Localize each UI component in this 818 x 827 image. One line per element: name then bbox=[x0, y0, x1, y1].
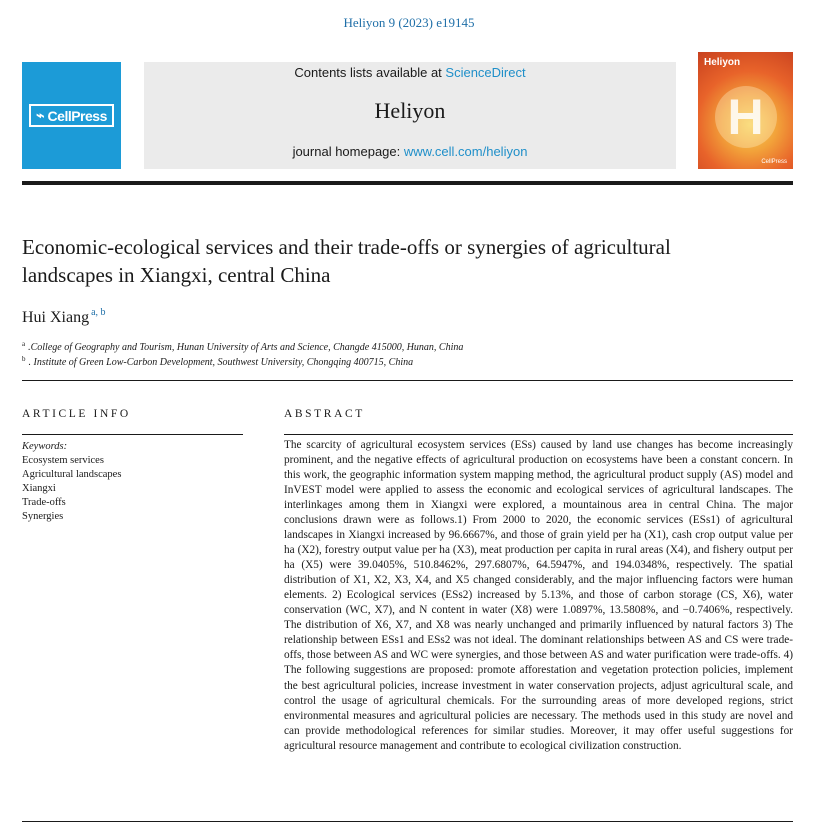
affiliation-b-text: . Institute of Green Low-Carbon Development, Southwest University, Chongqing 400715, China bbox=[28, 357, 414, 368]
keyword-item: Xiangxi bbox=[22, 483, 56, 494]
author-line bbox=[22, 307, 106, 327]
contents-prefix: Contents lists available at bbox=[294, 65, 446, 80]
keywords-label: Keywords: bbox=[22, 441, 68, 452]
abstract-heading: ABSTRACT bbox=[284, 408, 365, 420]
article-info-heading: ARTICLE INFO bbox=[22, 408, 131, 420]
citation-line[interactable]: Heliyon 9 (2023) e19145 bbox=[343, 15, 475, 30]
affiliation-b-mark: b bbox=[22, 355, 26, 363]
contents-line bbox=[144, 65, 676, 80]
cover-imprint: CellPress bbox=[761, 159, 787, 165]
homepage-link[interactable]: www.cell.com/heliyon bbox=[403, 144, 528, 159]
keyword-item: Trade-offs bbox=[22, 497, 66, 508]
cover-letter: H bbox=[727, 89, 764, 145]
journal-cover-image[interactable] bbox=[698, 52, 793, 169]
abstract-divider bbox=[284, 434, 793, 435]
article-info-divider bbox=[22, 434, 243, 435]
abstract-bottom-divider bbox=[22, 821, 793, 822]
keyword-item: Ecosystem services bbox=[22, 455, 104, 466]
keyword-item: Synergies bbox=[22, 511, 64, 522]
homepage-line bbox=[144, 144, 676, 159]
cellpress-logo[interactable] bbox=[22, 62, 121, 169]
affiliation-divider bbox=[22, 380, 793, 381]
cellpress-logo-box bbox=[29, 104, 114, 127]
affiliation-a bbox=[22, 340, 463, 353]
sciencedirect-link[interactable]: ScienceDirect bbox=[445, 65, 526, 80]
cellpress-logo-icon: ⌁ bbox=[36, 107, 45, 123]
affiliation-b bbox=[22, 355, 413, 368]
article-title: Economic-ecological services and their trade-offs or synergies of agricultural landscapes in Xiangxi, central China bbox=[22, 235, 671, 287]
journal-name: Heliyon bbox=[374, 98, 446, 123]
header-divider bbox=[22, 181, 793, 185]
homepage-prefix: journal homepage: bbox=[292, 144, 404, 159]
journal-banner bbox=[144, 62, 676, 169]
abstract-text: The scarcity of agricultural ecosystem services (ESs) caused by land use changes has become increasingly prominent, and the negative effects of agricultural production on ecosystems have been a constant concern. In this work, the geographic information system mapping method, the agricultural product supply (AS) model and InVEST model were applied to assess the economic and ecological services of agricultural landscapes. The interlinkages among them in Xiangxi were explored, a mountainous area in central China. The major conclusions drawn were as follows.1) From 2000 to 2020, the economic services (ESs1) of agricultural landscapes in Xiangxi increased by 96.6667%, and those of grain yield per ha (X1), cash crop output value per ha (X2), forestry output value per ha (X3), meat production per capita in rural areas (X4), and fishery output per ha (X5) were 39.0405%, 510.8462%, 297.6807%, 64.5947%, and 194.0348%, respectively. The spatial distribution of X1, X2, X3, X4, and X5 changed considerably, and the major influencing factors were human elements. 2) Ecological services (ESs2) increased by 5.13%, and those of carbon storage (CS, X6), water conservation (WC, X7), and N content in water (X8) were 1.0897%, 13.5808%, and −0.7406%, respectively. The distribution of X6, X7, and X8 was nearly unchanged and primarily influenced by natural factors 3) The relationship between ESs1 and ESs2 was not ideal. The dominant relationships between AS and CS were trade-offs, those between AS and WC were synergies, and those between AS and water purification were trade-offs. 4) The following suggestions are proposed: promote afforestation and vegetation protection policies, implement the best agricultural policies, increase investment in water conservation projects, adjust agricultural scale, and control the usage of agricultural chemicals. For the surrounding areas of more developed regions, strict environmental measures and agricultural policies are necessary. The methods used in this study are novel and can provide methodological references for similar studies. Moreover, it may offer useful suggestions for agricultural resource management and contribute to ecological civilization construction. bbox=[284, 439, 793, 752]
cellpress-logo-text: CellPress bbox=[47, 107, 107, 124]
keywords-block bbox=[22, 440, 121, 524]
cover-title: Heliyon bbox=[704, 57, 741, 68]
affiliation-a-text: .College of Geography and Tourism, Hunan University of Arts and Science, Changde 415000, Hunan, China bbox=[28, 342, 464, 353]
affiliation-a-mark: a bbox=[22, 340, 26, 348]
author-name: Hui Xiang bbox=[22, 309, 90, 326]
author-affiliation-marks[interactable]: a, b bbox=[91, 307, 106, 318]
keyword-item: Agricultural landscapes bbox=[22, 469, 122, 480]
